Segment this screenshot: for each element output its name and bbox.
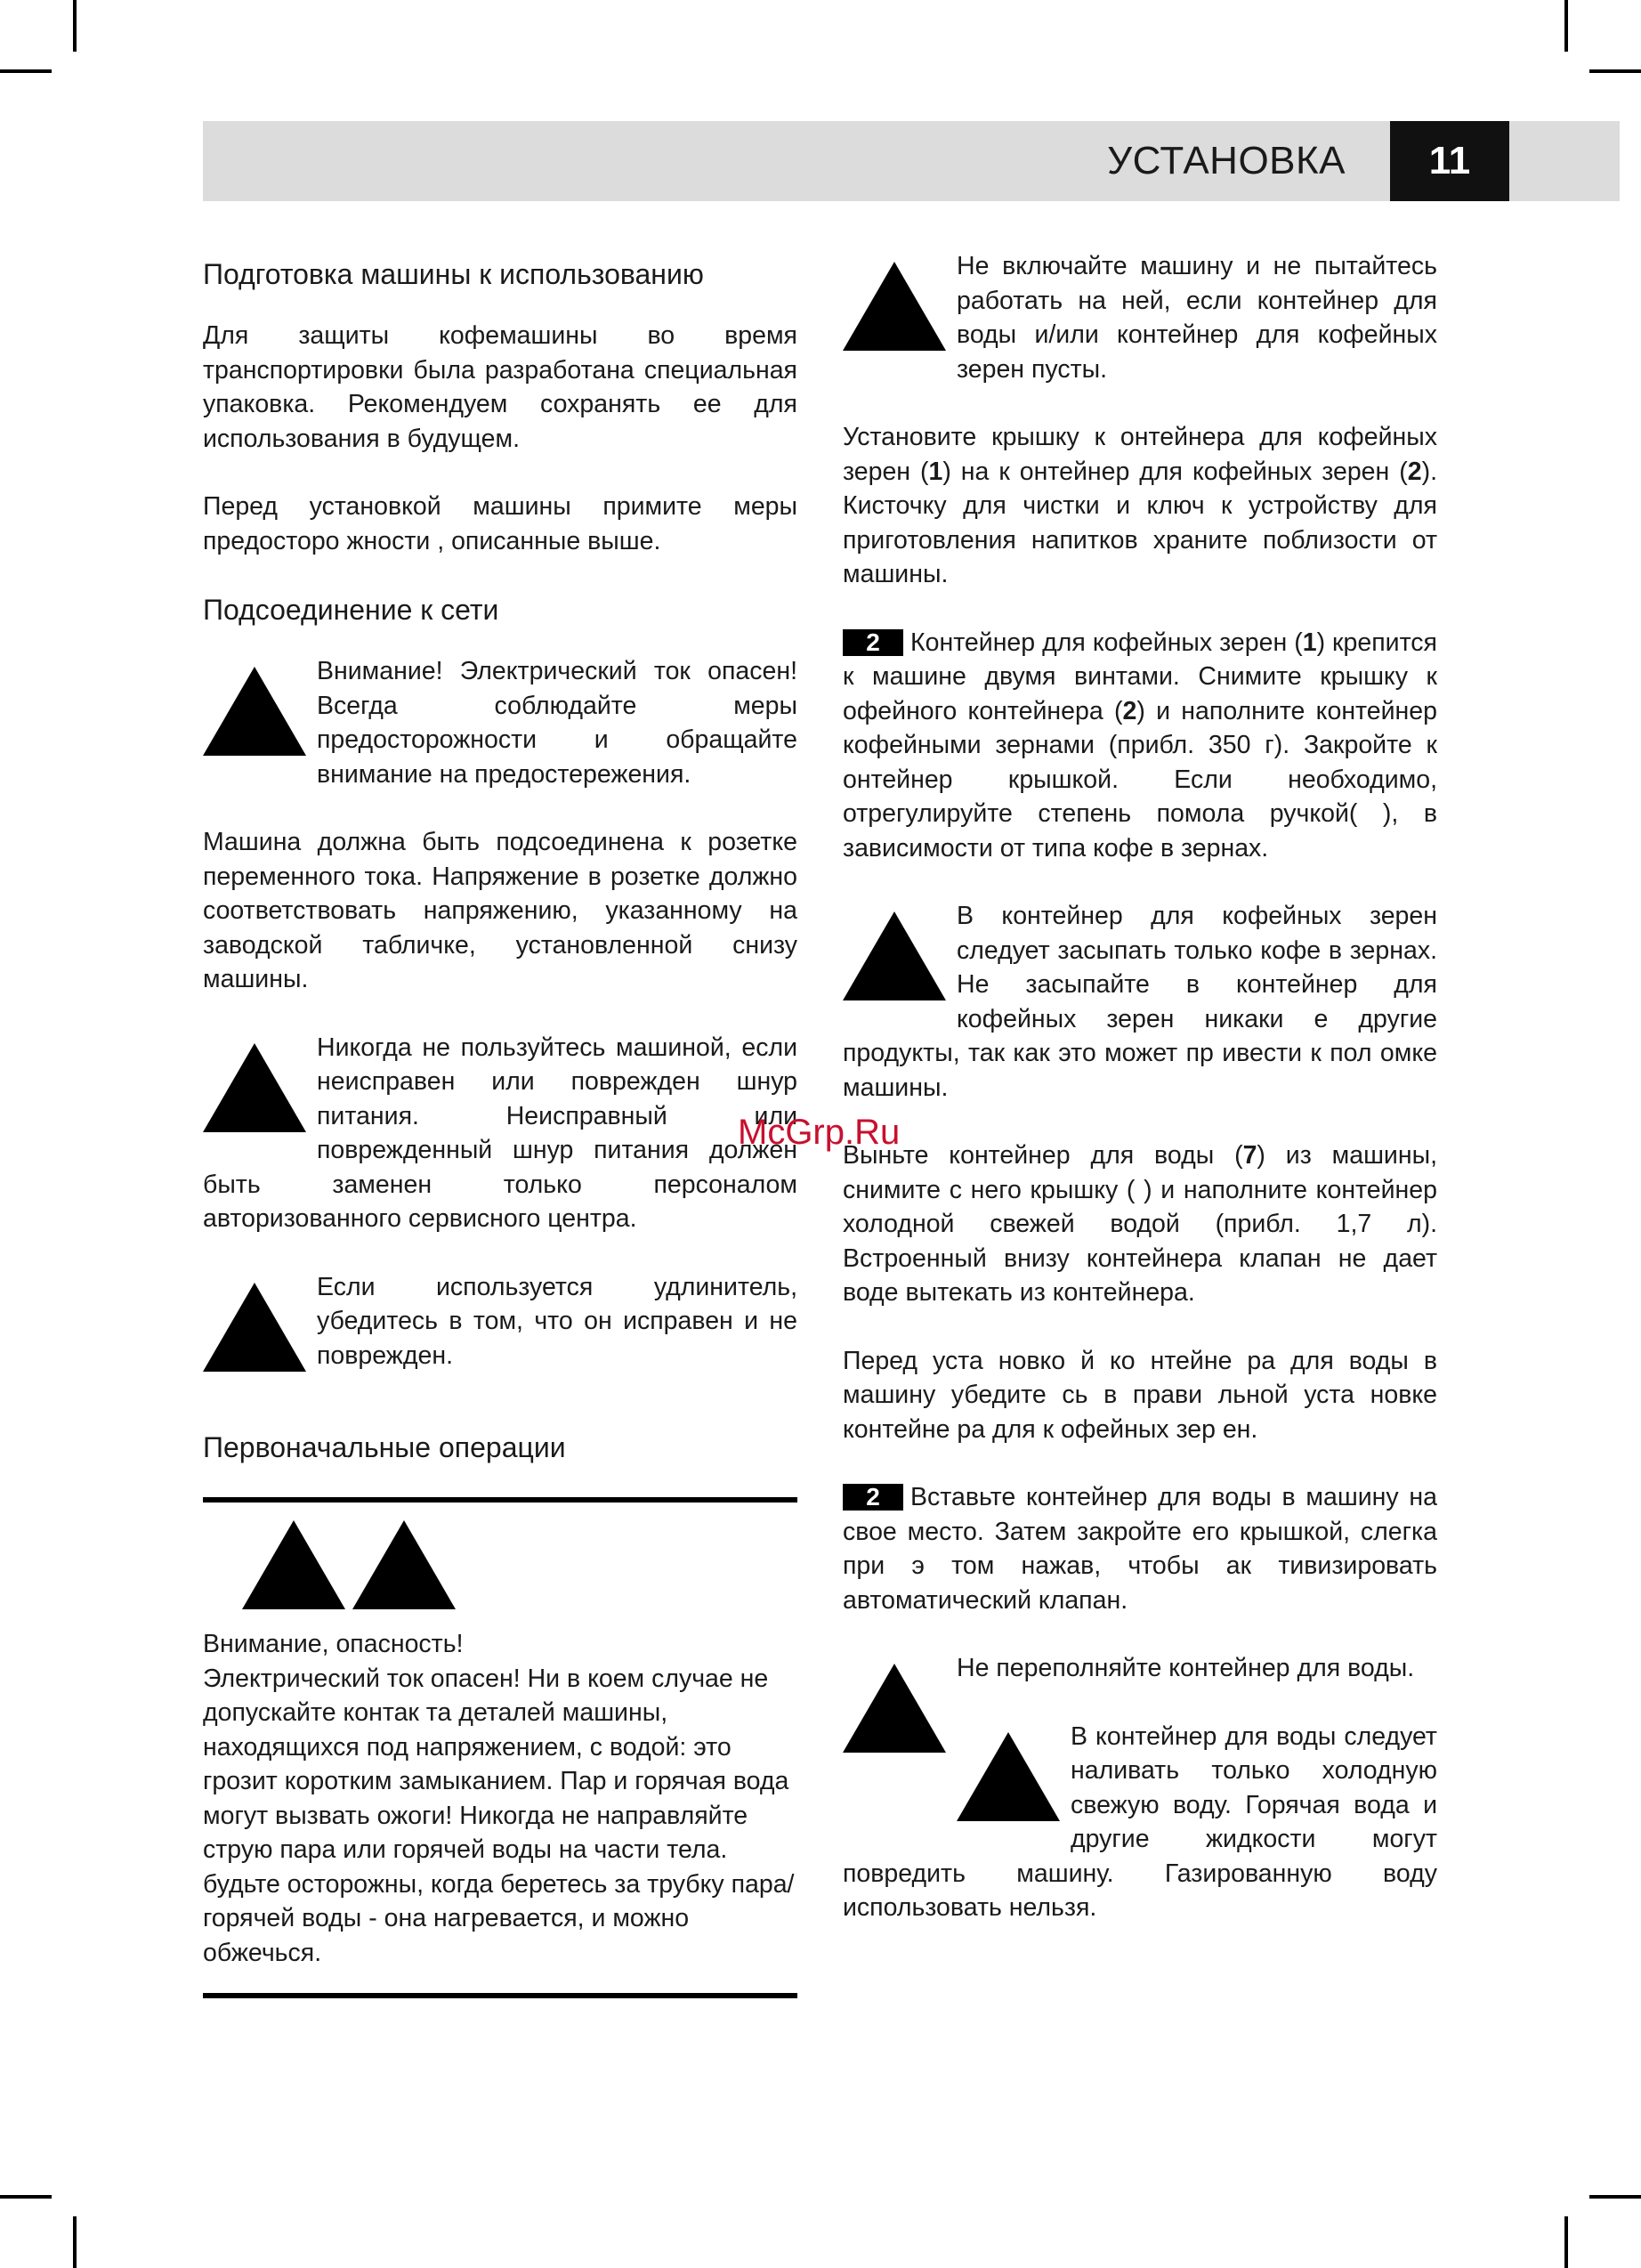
step-paragraph xyxy=(843,626,1437,866)
text-fragment: Выньте контейнер для воды ( xyxy=(843,1141,1243,1170)
danger-text: Электрический ток опасен! Ни в коем случае не допускайте контак та деталей машины, находящихся под напряжением, с водой: это грозит коротким замыканием. Пар и горячая вода могут вызвать ожоги! Никогда не направляйте струю пара или горячей воды на части тела. будьте осторожны, когда беретесь за трубку пара/горячей воды - она нагревается, и можно обжечься. xyxy=(203,1664,795,1967)
warning-block xyxy=(843,249,1437,386)
warning-block xyxy=(843,1651,1437,1686)
warning-text: Внимание! Электрический ток опасен! Всегда соблюдайте меры предосторожности и обращайте внимание на предостережения. xyxy=(317,657,797,789)
text-fragment: ) крепится к машине двумя винтами. Снимите крышку к офейного контейнера ( xyxy=(843,628,1437,725)
warning-triangle-icon xyxy=(203,1043,306,1132)
paragraph: Для защиты кофемашины во время транспортировки была разработана специальная упаковка. Рекомендуем сохранять ее для использования в будущем. xyxy=(203,321,797,453)
crop-mark xyxy=(0,69,52,73)
warning-block xyxy=(843,1720,1437,1925)
text-fragment: Вставьте контейнер для воды в машину на свое место. Затем закройте его крышкой, слегка при э том нажав, чтобы ак тивизировать автоматический клапан. xyxy=(843,1483,1437,1615)
warning-text: В контейнер для воды следует наливать только холодную свежую воду. Горячая вода и другие жидкости могут повредить машину. Газированную воду использовать нельзя. xyxy=(843,1721,1437,1922)
divider xyxy=(203,1497,797,1503)
text-fragment: ) на к онтейнер для кофейных зерен ( xyxy=(942,457,1408,486)
paragraph xyxy=(843,1138,1437,1310)
heading-initial-operations: Первоначальные операции xyxy=(203,1431,566,1463)
part-number: 2 xyxy=(1407,457,1422,486)
text-fragment: ) и наполните контейнер кофейными зернами (прибл. 350 г). Закройте к онтейнер крышкой. Если необходимо, отрегулируйте степень помола ручкой( ), в зависимости от типа кофе в зернах. xyxy=(843,696,1437,863)
step-label: 2 xyxy=(843,1484,903,1511)
text-fragment: Контейнер для кофейных зерен ( xyxy=(910,628,1303,657)
danger-title: Внимание, опасность! xyxy=(203,1630,464,1658)
warning-text: Не переполняйте контейнер для воды. xyxy=(957,1654,1415,1682)
warning-triangle-icon xyxy=(203,1283,306,1372)
warning-block xyxy=(203,1031,797,1236)
danger-box xyxy=(203,1492,797,1998)
left-column xyxy=(203,249,797,1998)
paragraph xyxy=(843,420,1437,592)
part-number: 2 xyxy=(1122,696,1137,725)
danger-icons xyxy=(242,1510,797,1616)
text-fragment: Установите крышку к онтейнера для кофейных зерен ( xyxy=(843,423,1437,486)
crop-mark xyxy=(1564,0,1568,52)
part-number: 7 xyxy=(1242,1141,1257,1170)
heading-preparation: Подготовка машины к использованию xyxy=(203,258,704,290)
step-label: 2 xyxy=(843,629,903,656)
crop-mark xyxy=(1589,69,1641,73)
warning-triangle-icon xyxy=(957,1732,1060,1821)
warning-block xyxy=(203,1270,797,1373)
warning-text: В контейнер для кофейных зерен следует засыпать только кофе в зернах. Не засыпайте в контейнер для кофейных зерен никаки е другие продукты, так как это может пр ивести к пол омке машины. xyxy=(843,902,1437,1102)
step-paragraph xyxy=(843,1480,1437,1617)
divider xyxy=(203,1993,797,1998)
crop-mark xyxy=(0,2195,52,2199)
paragraph: Перед уста новко й ко нтейне ра для воды в машину убедите сь в прави льной уста новке контейне ра для к офейных зер ен. xyxy=(843,1346,1437,1444)
warning-triangle-icon xyxy=(203,667,306,756)
text-fragment: ). Кисточку для чистки и ключ к устройству для приготовления напитков храните поблизости от машины. xyxy=(843,457,1438,588)
crop-mark xyxy=(73,2216,77,2268)
warning-triangle-icon xyxy=(843,911,946,1000)
warning-text: Не включайте машину и не пытайтесь работать на ней, если контейнер для воды и/или контейнер для кофейных зерен пусты. xyxy=(957,252,1437,384)
text-fragment: ) из машины, снимите с него крышку ( ) и наполните контейнер холодной свежей водой (прибл. 1,7 л). Встроенный внизу контейнера клапан не дает воде вытекать из контейнера. xyxy=(843,1141,1437,1307)
watermark: McGrp.Ru xyxy=(738,1113,901,1152)
page-number: 11 xyxy=(1390,121,1509,201)
part-number: 1 xyxy=(928,457,943,486)
warning-block xyxy=(843,899,1437,1105)
warning-text: Если используется удлинитель, убедитесь в том, что он исправен и не поврежден. xyxy=(317,1272,797,1370)
section-title: УСТАНОВКА xyxy=(1107,139,1346,182)
crop-mark xyxy=(1564,2216,1568,2268)
part-number: 1 xyxy=(1302,628,1317,657)
warning-triangle-icon xyxy=(352,1520,456,1609)
paragraph: Перед установкой машины примите меры предосторо жности , описанные выше. xyxy=(203,492,797,555)
crop-mark xyxy=(73,0,77,52)
warning-triangle-icon xyxy=(843,262,946,351)
warning-triangle-icon xyxy=(242,1520,345,1609)
crop-mark xyxy=(1589,2195,1641,2199)
paragraph: Машина должна быть подсоединена к розетке переменного тока. Напряжение в розетке должно соответствовать напряжению, указанному на заводской табличке, установленной снизу машины. xyxy=(203,828,797,993)
heading-power-connection: Подсоединение к сети xyxy=(203,594,499,626)
warning-block xyxy=(203,654,797,791)
right-column xyxy=(843,249,1437,1959)
warning-text: Никогда не пользуйтесь машиной, если неисправен или поврежден шнур питания. Неисправный или поврежденный шнур питания должен быть заменен только персоналом авторизованного сервисного центра. xyxy=(203,1033,797,1233)
